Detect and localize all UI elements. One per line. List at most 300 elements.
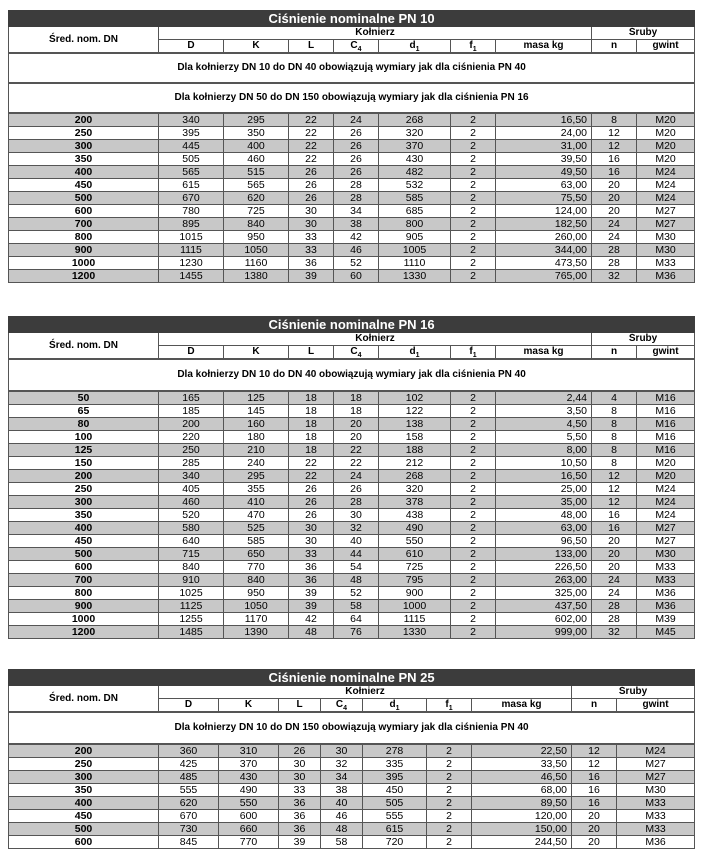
value-cell: 36 — [279, 810, 321, 823]
value-cell: 340 — [159, 113, 224, 127]
table-row — [9, 391, 695, 405]
column-header-label: gwint — [652, 346, 679, 357]
value-cell: 18 — [289, 405, 334, 418]
value-cell: 2 — [451, 444, 496, 457]
value-cell: 24 — [334, 113, 379, 127]
column-header-subscript: 4 — [357, 352, 362, 359]
value-cell: 35,00 — [496, 496, 592, 509]
value-cell: 40 — [334, 535, 379, 548]
value-cell: 48 — [321, 823, 363, 836]
value-cell: 34 — [321, 771, 363, 784]
table-row — [9, 587, 695, 600]
value-cell: M24 — [637, 496, 695, 509]
value-cell: 770 — [219, 836, 279, 849]
value-cell: 1160 — [224, 257, 289, 270]
value-cell: 360 — [159, 744, 219, 758]
dn-cell: 600 — [9, 836, 159, 849]
value-cell: 8 — [592, 113, 637, 127]
column-header — [363, 699, 427, 713]
value-cell: 2 — [451, 270, 496, 283]
value-cell: 2 — [427, 771, 472, 784]
value-cell: M24 — [637, 192, 695, 205]
value-cell: 840 — [224, 218, 289, 231]
table-row — [9, 470, 695, 483]
value-cell: 39 — [279, 836, 321, 849]
dn-cell: 80 — [9, 418, 159, 431]
column-header — [159, 346, 224, 360]
value-cell: 8,00 — [496, 444, 592, 457]
table-row — [9, 457, 695, 470]
value-cell: 2 — [451, 231, 496, 244]
dn-cell: 50 — [9, 391, 159, 405]
value-cell: 2 — [451, 257, 496, 270]
value-cell: M27 — [637, 218, 695, 231]
dn-cell: 800 — [9, 587, 159, 600]
column-header-subscript: 4 — [343, 705, 348, 712]
table-row — [9, 836, 695, 849]
value-cell: M24 — [637, 509, 695, 522]
value-cell: 1015 — [159, 231, 224, 244]
table-row — [9, 771, 695, 784]
value-cell: 2 — [427, 810, 472, 823]
value-cell: 38 — [334, 218, 379, 231]
column-header-label: L — [296, 699, 303, 710]
value-cell: 46 — [321, 810, 363, 823]
value-cell: 1050 — [224, 600, 289, 613]
value-cell: 18 — [289, 444, 334, 457]
dn-header: Śred. nom. DN — [9, 686, 159, 713]
value-cell: 400 — [224, 140, 289, 153]
value-cell: 33 — [289, 548, 334, 561]
value-cell: 250 — [159, 444, 224, 457]
value-cell: 482 — [379, 166, 451, 179]
value-cell: 30 — [289, 218, 334, 231]
value-cell: 24 — [592, 218, 637, 231]
value-cell: M30 — [637, 548, 695, 561]
value-cell: 2 — [451, 548, 496, 561]
value-cell: 555 — [159, 784, 219, 797]
column-header — [289, 40, 334, 54]
value-cell: 532 — [379, 179, 451, 192]
column-header — [379, 40, 451, 54]
value-cell: M33 — [637, 561, 695, 574]
value-cell: 2 — [427, 758, 472, 771]
column-header-label: d — [409, 346, 416, 357]
dn-cell: 200 — [9, 113, 159, 127]
flange-header: Kołnierz — [159, 27, 592, 40]
note-row: Dla kołnierzy DN 10 do DN 150 obowiązują wymiary jak dla ciśnienia PN 40 — [9, 712, 695, 744]
value-cell: 24 — [592, 587, 637, 600]
value-cell: 33,50 — [472, 758, 572, 771]
value-cell: 26 — [279, 744, 321, 758]
column-header — [159, 699, 219, 713]
value-cell: 395 — [363, 771, 427, 784]
value-cell: 12 — [572, 744, 617, 758]
value-cell: 2 — [451, 600, 496, 613]
value-cell: 2 — [451, 613, 496, 626]
value-cell: 460 — [224, 153, 289, 166]
dn-cell: 800 — [9, 231, 159, 244]
value-cell: 28 — [592, 600, 637, 613]
value-cell: M33 — [617, 797, 695, 810]
column-header-label: gwint — [642, 699, 669, 710]
value-cell: M45 — [637, 626, 695, 639]
table-row — [9, 758, 695, 771]
column-header-subscript: 4 — [357, 46, 362, 53]
value-cell: 2 — [451, 509, 496, 522]
table-row — [9, 205, 695, 218]
table-row — [9, 192, 695, 205]
value-cell: 325,00 — [496, 587, 592, 600]
value-cell: 16 — [592, 522, 637, 535]
value-cell: 340 — [159, 470, 224, 483]
value-cell: 765,00 — [496, 270, 592, 283]
value-cell: 845 — [159, 836, 219, 849]
value-cell: 16 — [572, 784, 617, 797]
value-cell: 8 — [592, 431, 637, 444]
value-cell: 96,50 — [496, 535, 592, 548]
value-cell: 620 — [159, 797, 219, 810]
value-cell: 580 — [159, 522, 224, 535]
value-cell: 278 — [363, 744, 427, 758]
value-cell: 1110 — [379, 257, 451, 270]
dn-cell: 500 — [9, 192, 159, 205]
column-header-label: L — [307, 40, 315, 51]
dn-cell: 450 — [9, 535, 159, 548]
value-cell: 565 — [159, 166, 224, 179]
table-row — [9, 127, 695, 140]
column-header-label: C — [350, 346, 358, 357]
value-cell: 30 — [289, 205, 334, 218]
value-cell: 2 — [451, 561, 496, 574]
value-cell: 64 — [334, 613, 379, 626]
value-cell: 33 — [289, 231, 334, 244]
column-header-label: D — [184, 699, 193, 710]
value-cell: M33 — [637, 257, 695, 270]
value-cell: 33 — [289, 244, 334, 257]
value-cell: 22,50 — [472, 744, 572, 758]
value-cell: 2 — [451, 127, 496, 140]
value-cell: 22 — [289, 113, 334, 127]
column-header-label: K — [252, 346, 260, 357]
value-cell: M27 — [637, 205, 695, 218]
value-cell: 620 — [224, 192, 289, 205]
value-cell: 68,00 — [472, 784, 572, 797]
dn-cell: 1000 — [9, 257, 159, 270]
value-cell: 2 — [451, 418, 496, 431]
value-cell: 22 — [334, 457, 379, 470]
value-cell: 2 — [427, 797, 472, 810]
value-cell: 295 — [224, 113, 289, 127]
value-cell: 505 — [363, 797, 427, 810]
column-header — [451, 346, 496, 360]
value-cell: 840 — [159, 561, 224, 574]
value-cell: 715 — [159, 548, 224, 561]
value-cell: 999,00 — [496, 626, 592, 639]
value-cell: 16 — [572, 797, 617, 810]
value-cell: 725 — [379, 561, 451, 574]
value-cell: 244,50 — [472, 836, 572, 849]
value-cell: 520 — [159, 509, 224, 522]
value-cell: 30 — [279, 771, 321, 784]
value-cell: 210 — [224, 444, 289, 457]
value-cell: 185 — [159, 405, 224, 418]
value-cell: 32 — [592, 626, 637, 639]
column-header — [572, 699, 617, 713]
value-cell: 158 — [379, 431, 451, 444]
value-cell: 220 — [159, 431, 224, 444]
column-header — [592, 346, 637, 360]
value-cell: 350 — [224, 127, 289, 140]
table-row — [9, 140, 695, 153]
value-cell: 370 — [379, 140, 451, 153]
value-cell: 36 — [289, 561, 334, 574]
value-cell: M27 — [637, 522, 695, 535]
column-header-subscript: 1 — [415, 46, 420, 53]
dn-cell: 900 — [9, 244, 159, 257]
table-row — [9, 784, 695, 797]
table-row — [9, 257, 695, 270]
value-cell: 950 — [224, 587, 289, 600]
value-cell: 24 — [592, 574, 637, 587]
value-cell: 22 — [334, 444, 379, 457]
value-cell: 720 — [363, 836, 427, 849]
value-cell: 58 — [321, 836, 363, 849]
column-header-label: K — [244, 699, 253, 710]
dn-cell: 450 — [9, 810, 159, 823]
value-cell: 226,50 — [496, 561, 592, 574]
bolts-header: Śruby — [572, 686, 695, 699]
value-cell: 160 — [224, 418, 289, 431]
column-header-label: C — [335, 699, 344, 710]
value-cell: M24 — [637, 166, 695, 179]
value-cell: M36 — [637, 600, 695, 613]
dn-cell: 65 — [9, 405, 159, 418]
column-header — [334, 346, 379, 360]
column-header-subscript: 1 — [448, 705, 453, 712]
value-cell: 1125 — [159, 600, 224, 613]
value-cell: 48,00 — [496, 509, 592, 522]
value-cell: 49,50 — [496, 166, 592, 179]
value-cell: 39 — [289, 270, 334, 283]
table-row — [9, 444, 695, 457]
dn-cell: 1200 — [9, 270, 159, 283]
column-header — [637, 346, 695, 360]
column-header — [496, 346, 592, 360]
value-cell: 32 — [592, 270, 637, 283]
value-cell: 2 — [451, 113, 496, 127]
value-cell: 2 — [451, 244, 496, 257]
table-row — [9, 613, 695, 626]
table-row — [9, 548, 695, 561]
table-title: Ciśnienie nominalne PN 16 — [9, 317, 695, 333]
table-title: Ciśnienie nominalne PN 10 — [9, 11, 695, 27]
value-cell: 36 — [279, 797, 321, 810]
value-cell: 8 — [592, 444, 637, 457]
value-cell: 2 — [451, 535, 496, 548]
dn-header: Śred. nom. DN — [9, 27, 159, 54]
value-cell: 52 — [334, 257, 379, 270]
value-cell: 26 — [289, 496, 334, 509]
table-row — [9, 626, 695, 639]
dn-cell: 600 — [9, 561, 159, 574]
value-cell: 905 — [379, 231, 451, 244]
dn-cell: 700 — [9, 574, 159, 587]
value-cell: 2 — [451, 626, 496, 639]
bolts-header: Śruby — [592, 27, 695, 40]
table-row — [9, 600, 695, 613]
value-cell: 585 — [379, 192, 451, 205]
value-cell: 660 — [219, 823, 279, 836]
value-cell: 450 — [363, 784, 427, 797]
value-cell: 26 — [289, 509, 334, 522]
dn-cell: 1200 — [9, 626, 159, 639]
value-cell: 32 — [321, 758, 363, 771]
value-cell: M20 — [637, 153, 695, 166]
column-header-label: n — [610, 40, 618, 51]
column-header — [451, 40, 496, 54]
value-cell: 4 — [592, 391, 637, 405]
value-cell: 40 — [321, 797, 363, 810]
column-header — [637, 40, 695, 54]
value-cell: 20 — [592, 179, 637, 192]
value-cell: 615 — [363, 823, 427, 836]
column-header-label: masa kg — [501, 699, 542, 710]
value-cell: M20 — [637, 457, 695, 470]
table-row — [9, 153, 695, 166]
value-cell: 36 — [289, 257, 334, 270]
value-cell: M16 — [637, 405, 695, 418]
value-cell: 470 — [224, 509, 289, 522]
value-cell: 26 — [334, 483, 379, 496]
dn-cell: 1000 — [9, 613, 159, 626]
value-cell: 2 — [451, 457, 496, 470]
value-cell: 20 — [334, 431, 379, 444]
value-cell: 2 — [451, 470, 496, 483]
value-cell: 26 — [334, 153, 379, 166]
value-cell: 24,00 — [496, 127, 592, 140]
value-cell: 58 — [334, 600, 379, 613]
value-cell: 490 — [379, 522, 451, 535]
value-cell: 2 — [451, 405, 496, 418]
column-header-label: n — [590, 699, 598, 710]
column-header — [224, 40, 289, 54]
note-row: Dla kołnierzy DN 10 do DN 40 obowiązują wymiary jak dla ciśnienia PN 40 — [9, 359, 695, 391]
value-cell: 730 — [159, 823, 219, 836]
value-cell: 670 — [159, 810, 219, 823]
value-cell: 437,50 — [496, 600, 592, 613]
value-cell: 33 — [279, 784, 321, 797]
value-cell: 20 — [572, 836, 617, 849]
value-cell: 20 — [572, 823, 617, 836]
value-cell: 20 — [592, 205, 637, 218]
value-cell: 18 — [289, 418, 334, 431]
value-cell: 102 — [379, 391, 451, 405]
value-cell: 2 — [451, 496, 496, 509]
value-cell: 32 — [334, 522, 379, 535]
value-cell: 12 — [592, 470, 637, 483]
value-cell: 565 — [224, 179, 289, 192]
value-cell: 2 — [451, 179, 496, 192]
column-header-label: masa kg — [523, 40, 564, 51]
value-cell: 610 — [379, 548, 451, 561]
table-row — [9, 405, 695, 418]
column-header-label: gwint — [652, 40, 679, 51]
value-cell: 30 — [279, 758, 321, 771]
value-cell: 26 — [334, 166, 379, 179]
value-cell: 490 — [219, 784, 279, 797]
value-cell: 145 — [224, 405, 289, 418]
table-row — [9, 823, 695, 836]
value-cell: M24 — [637, 179, 695, 192]
value-cell: 12 — [572, 758, 617, 771]
value-cell: 54 — [334, 561, 379, 574]
value-cell: 670 — [159, 192, 224, 205]
value-cell: 2 — [451, 153, 496, 166]
value-cell: 430 — [219, 771, 279, 784]
value-cell: 76 — [334, 626, 379, 639]
value-cell: 240 — [224, 457, 289, 470]
column-header — [279, 699, 321, 713]
value-cell: 10,50 — [496, 457, 592, 470]
value-cell: 2 — [451, 205, 496, 218]
dn-cell: 250 — [9, 127, 159, 140]
value-cell: 285 — [159, 457, 224, 470]
value-cell: 18 — [289, 431, 334, 444]
value-cell: 615 — [159, 179, 224, 192]
value-cell: 395 — [159, 127, 224, 140]
value-cell: 8 — [592, 457, 637, 470]
value-cell: 42 — [334, 231, 379, 244]
value-cell: M33 — [617, 810, 695, 823]
value-cell: 36 — [289, 574, 334, 587]
value-cell: 320 — [379, 127, 451, 140]
value-cell: 550 — [379, 535, 451, 548]
column-header — [289, 346, 334, 360]
value-cell: M30 — [617, 784, 695, 797]
value-cell: 1485 — [159, 626, 224, 639]
table-row — [9, 797, 695, 810]
value-cell: 355 — [224, 483, 289, 496]
value-cell: 310 — [219, 744, 279, 758]
value-cell: 24 — [592, 231, 637, 244]
value-cell: M33 — [617, 823, 695, 836]
dn-cell: 350 — [9, 784, 159, 797]
value-cell: 1380 — [224, 270, 289, 283]
value-cell: 36 — [279, 823, 321, 836]
dn-cell: 600 — [9, 205, 159, 218]
value-cell: 20 — [334, 418, 379, 431]
value-cell: 8 — [592, 418, 637, 431]
value-cell: 900 — [379, 587, 451, 600]
value-cell: 150,00 — [472, 823, 572, 836]
value-cell: 3,50 — [496, 405, 592, 418]
value-cell: 25,00 — [496, 483, 592, 496]
value-cell: 2 — [451, 483, 496, 496]
value-cell: 2 — [451, 166, 496, 179]
value-cell: 1230 — [159, 257, 224, 270]
value-cell: 295 — [224, 470, 289, 483]
value-cell: 485 — [159, 771, 219, 784]
value-cell: 263,00 — [496, 574, 592, 587]
value-cell: 1115 — [159, 244, 224, 257]
value-cell: 39,50 — [496, 153, 592, 166]
column-header — [592, 40, 637, 54]
value-cell: 600 — [219, 810, 279, 823]
value-cell: M16 — [637, 391, 695, 405]
value-cell: 1115 — [379, 613, 451, 626]
table-row — [9, 522, 695, 535]
